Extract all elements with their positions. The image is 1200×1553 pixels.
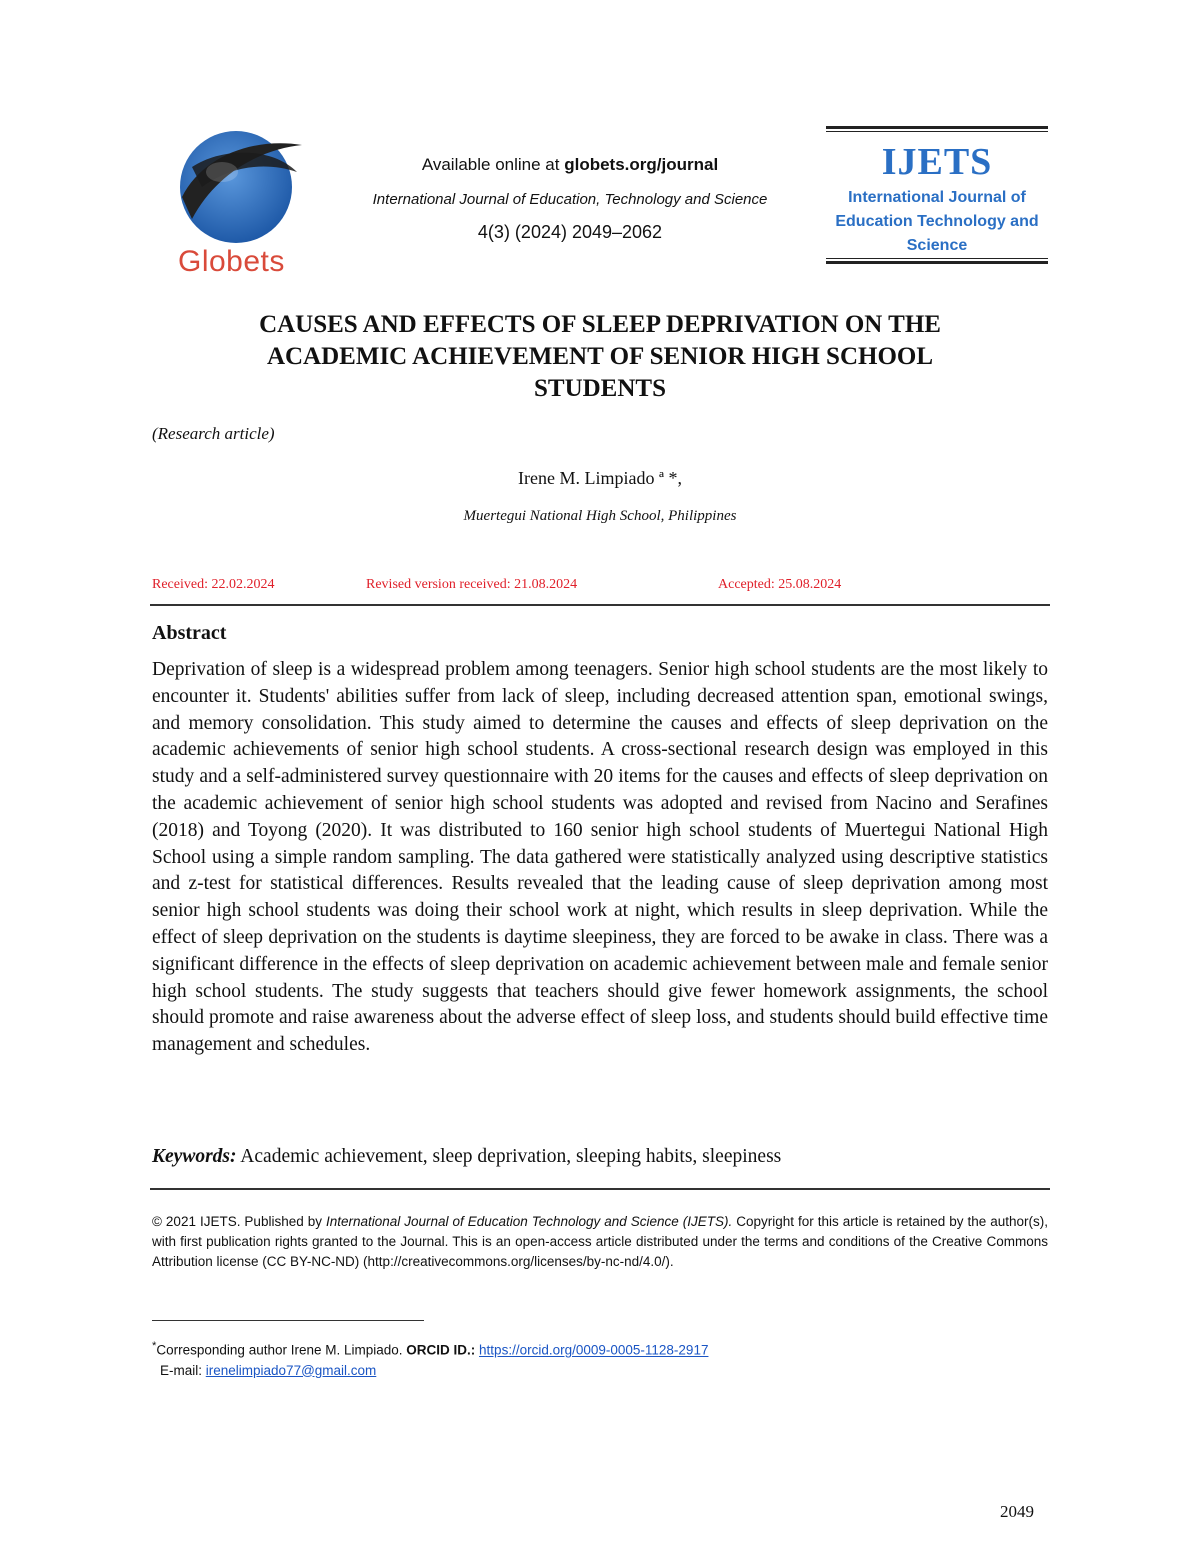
ijets-title: IJETS [881, 141, 993, 183]
author-name: Irene M. Limpiado ª *, [518, 468, 682, 488]
globe-icon [162, 127, 322, 247]
revised-date: Revised version received: 21.08.2024 [366, 577, 578, 592]
accepted-date: Accepted: 25.08.2024 [718, 577, 842, 592]
corresponding-author-footnote: *Corresponding author Irene M. Limpiado. ORCID ID.: https://orcid.org/0009-0005-1128-2917 E-mail: irenelimpiado77@gmail.com [152, 1340, 709, 1378]
email-link[interactable]: irenelimpiado77@gmail.com [205, 1362, 377, 1378]
keywords-list: Academic achievement, sleep deprivation, sleeping habits, sleepiness [236, 1146, 782, 1167]
globets-wordmark: Globets [178, 245, 285, 278]
ijets-logo-box [826, 126, 1048, 264]
footnote-rule [152, 1320, 424, 1321]
available-online: Available online at globets.org/journal [421, 155, 719, 174]
divider [150, 1188, 1050, 1190]
abstract-body: Deprivation of sleep is a widespread problem among teenagers. Senior high school students are the most likely to encounter it. Students' abilities suffer from lack of sleep, including decreased attention span, emotional swings, and memory consolidation. This study aimed to determine the causes and effects of sleep deprivation on the academic achievements of senior high school students. A cross-sectional research design was employed in this study and a self-administered survey questionnaire with 20 items for the causes and effects of sleep deprivation on the academic achievement of senior high school students was adopted and revised from Nacino and Serafines (2018) and Toyong (2020). It was distributed to 160 senior high school students of Muertegui National High School using a simple random sampling. The data gathered were statistically analyzed using descriptive statistics and z-test for statistical differences. Results revealed that the leading cause of sleep deprivation among most senior high school students was doing their school work at night, which results in sleep deprivation. While the effect of sleep deprivation on the students is daytime sleepiness, they are forced to be awake in class. There was a significant difference in the effects of sleep deprivation on academic achievement between male and female senior high school students. The study suggests that teachers should give fewer homework assignments, the school should promote and raise awareness about the adverse effect of sleep loss, and students should build effective time management and schedules. [152, 659, 1048, 1056]
divider [150, 604, 1050, 606]
journal-site: globets.org/journal [564, 155, 719, 174]
keywords [152, 1146, 781, 1168]
keywords-label: Keywords: [152, 1146, 237, 1167]
journal-header [330, 155, 810, 243]
received-date: Received: 22.02.2024 [152, 577, 275, 592]
volume-issue: 4(3) (2024) 2049–2062 [477, 222, 663, 242]
page-number: 2049 [1000, 1502, 1034, 1521]
orcid-link[interactable]: https://orcid.org/0009-0005-1128-2917 [479, 1342, 709, 1358]
author-affiliation: Muertegui National High School, Philippines [463, 508, 737, 524]
ijets-subtitle: International Journal of Education Technology and Science [835, 189, 1039, 254]
journal-full-name: International Journal of Education, Technology and Science [372, 191, 768, 208]
paper-title: CAUSES AND EFFECTS OF SLEEP DEPRIVATION ON THE ACADEMIC ACHIEVEMENT OF SENIOR HIGH SCHOOL STUDENTS [259, 311, 941, 402]
license-notice: © 2021 IJETS. Published by International Journal of Education Technology and Science (IJETS). Copyright for this article is retained by the author(s), with first publication rights granted to the Journal. This is an open-access article distributed under the terms and conditions of the Creative Commons Attribution license (CC BY-NC-ND) (http://creativecommons.org/licenses/by-nc-nd/4.0/). [152, 1214, 1048, 1269]
abstract-heading: Abstract [152, 622, 227, 644]
article-type: (Research article) [152, 424, 275, 443]
globets-logo [162, 127, 322, 282]
